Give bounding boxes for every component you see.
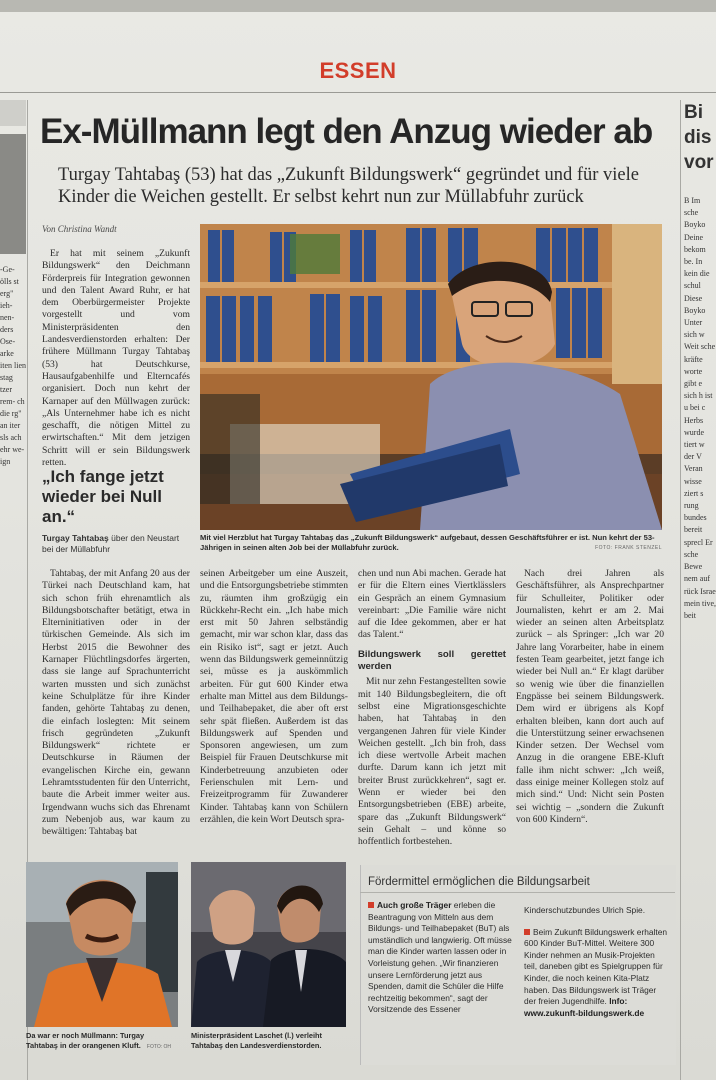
left-neighbour-photo: [0, 100, 26, 126]
right-neighbour-column: [684, 100, 716, 1080]
body-column-4: [516, 568, 664, 826]
left-neighbour-image: [0, 134, 26, 254]
body-column-3: [358, 568, 506, 849]
intro-text: Er hat mit seinem „Zukunft Bildungswerk“ den Deichmann Förderpreis für Integration gewonnen und den Talent Award Ruhr, er hat dem Oberbürgermeister Projekte vorgestellt und vom Ministerpräsidenten den Landesverdienstorden erhalten: Der frühere Müllmann Turgay Tahtabaş (53) hat Deutschkurse, Hausaufgabenhilfe und Elterncafés organisiert. Doch nun kehrt der Karnaper auf den Müllwagen zurück: „Als Unternehmer habe ich es nicht geschafft, die nötigen Mittel zu erwirtschaften.“ Mit dem jetzigen Schritt will er sein Bildungswerk retten.: [42, 248, 190, 469]
photo-garbage-worker-caption-text: Da war er noch Müllmann: Turgay Tahtabaş in der orangenen Kluft.: [26, 1031, 145, 1050]
headline: Ex-Müllmann legt den Anzug wieder ab: [40, 112, 653, 151]
photo-award-ceremony-illustration: [191, 862, 346, 1027]
info-box-column-2: [524, 905, 670, 1019]
right-neighbour-headline: Bi dis vor: [684, 102, 714, 173]
body-column-2: [200, 568, 348, 826]
info-box-column-1-text: erleben die Beantragung von Mitteln aus dem Bildungs- und Teilhabepaket (BuT) als umständlich und langwierig. Oft müsse man die Kinder warten lassen oder in Vorleistung gehen. „Wir finanzieren unsere Lernförderung jetzt aus Spenden, damit die Schüler die Hilfe rechtzeitig bekommen“, sagt der Vorsitzende des Essener: [368, 900, 512, 1015]
body-column-4-text: Nach drei Jahren als Geschäftsführer, als Ansprechpartner für Schulleiter, Politiker oder Journalisten, kehrt er am 2. Mai wieder an seinen alten Arbeitsplatz zurück – als Springer: „Ich war 20 Jahre lang Vorarbeiter, habe in einem festen Team gearbeitet, jetzt fange ich wieder bei Null an.“ Er klagt darüber so wenig wie über die finanziellen Engpässe bei seinem Bildungswerk. Dem wird er übrigens als Kopf erhalten bleiben, kann dort auch auf die Unterstützung seiner erwachsenen Kinder setzen. Der Wechsel vom Anzug in die orangene EBE-Kluft falle ihm nicht schwer: „Ich weiß, dass einige meiner Kollegen stolz auf mich sind.“ Und: Nicht sein Posten sei wichtig – „sondern die Zukunft von 600 Kindern“.: [516, 568, 664, 825]
photo-credit: FOTO: FRANK STENZEL: [595, 545, 662, 551]
body-column-1-text: Tahtabaş, der mit Anfang 20 aus der Türkei nach Deutschland kam, hat sich schon früh ehrenamtlich als Bildungsbotschafter betätigt, etwa in Elterninitiativen oder in der türkischen Gemeinde. Als sich im Herbst 2015 die Bewohner des Karnaper Flüchtlingsdorfes ärgerten, dass sie lange auf Sprachunterricht warten mussten und sich zunächst keine Schulplätze für ihre Kinder fanden, gehörte Tahtabaş zu denen, die einfach loslegten: Mit seinem frisch gegründeten „Zukunft Bildungswerk“ richtete er Deutschkurse in Räumen der evangelischen Kirche ein, gewann Lehramtsstudenten für den Unterricht, baute die Arbeit immer weiter aus. Irgendwann wuchs sich das Ehrenamt zum Nebenjob aus, war kaum zu bewältigen: Tahtabaş bat: [42, 568, 190, 838]
photo-garbage-worker: [26, 862, 178, 1027]
photo-garbage-worker-caption: [26, 1031, 178, 1053]
section-label: ESSEN: [319, 58, 397, 83]
body-column-1: [42, 568, 190, 839]
info-box-bullet-icon: [368, 902, 374, 908]
info-box-column-2-top: Kinderschutzbundes Ulrich Spie.: [524, 905, 646, 915]
body-column-3-text-b: Mit nur zehn Festangestellten sowie mit 140 Bildungsbegleitern, die oft selbst eine Migrationsgeschichte haben, hat Tahtabaş in den vergangenen Jahren für viele Kinder Weichen gestellt. „Ich bin froh, dass ich diese wertvolle Arbeit machen durfte. Darum kann ich jetzt mit breiter Brust zurückkehren“, sagt er. Wenn er wieder bei den Entsorgungsbetrieben (EBE) arbeite, spare das „Zukunft Bildungswerk“ sein Gehalt – und könne so hoffentlich fortbestehen.: [358, 676, 506, 848]
photo-award-ceremony: [191, 862, 346, 1027]
left-neighbour-text: -Ge- ölls st erg" ieh- nen- ders Ose- arke iten lien stag tzer rem- ch die rg" an iter sls ach ehr we- ign: [0, 265, 26, 466]
right-column-divider: [680, 100, 681, 1080]
info-box-column-2-body: [524, 927, 670, 1020]
info-box-bullet-icon-2: [524, 929, 530, 935]
main-photo-caption: Mit viel Herzblut hat Turgay Tahtabaş das „Zukunft Bildungswerk“ aufgebaut, dessen Geschäftsführer er ist. Nun kehrt der 53-Jährigen in seinen alten Job bei der Müllabfuhr zurück.: [200, 533, 655, 552]
body-column-2-text: seinen Arbeitgeber um eine Auszeit, und die Entsorgungsbetriebe stimmten zu, räumten ihm großzügig ein Rückkehr-Recht ein. „Ich habe mich erst mit 50 Jahren selbständig gemacht, mir war schon klar, dass das ein Risiko ist“, sagt er jetzt. Auch wenn das Bildungswerk gemeinnützig sei, müsse es ja auskömmlich arbeiten. Für gut 600 Kinder etwa erhalte man Mittel aus dem Bildungs- und Teilhabepaket, die aber oft erst sehr spät fließen. Außerdem ist das Bildungswerk auf Spenden und Sponsoren angewiesen, um zum Beispiel für Frauen Deutschkurse mit Kinderbetreuung anzubieten oder Ferienschulen mit Lern- und Freizeitprogramm für Zuwanderer Kinder. Tahtabaş kann von Schülern erzählen, die kein Wort Deutsch spra-: [200, 568, 348, 825]
intro-column: [42, 248, 190, 469]
pull-quote-caption: [42, 533, 192, 555]
byline: Von Christina Wandt: [42, 224, 117, 234]
right-neighbour-text: B Im sche Boyko Deine bekom be. In kein die schul Diese Boyko Unter sich w Weit sche kräfte worte gibt e sich h ist u bei c Herbs wurde tiert w der V Veran wisse ziert s rung bundes bereit sprecl Er sche Bewe nem auf rück Israe mein tive, beit: [684, 196, 716, 620]
info-box-website-link[interactable]: Info: www.zukunft-bildungswerk.de: [524, 996, 645, 1018]
info-box-title: Fördermittel ermöglichen die Bildungsarbeit: [368, 876, 590, 888]
info-box-lead: Auch große Träger: [377, 900, 452, 910]
main-photo: [200, 224, 662, 530]
photo-award-ceremony-caption: Ministerpräsident Laschet (l.) verleiht Tahtabaş den Landesverdienstorden.: [191, 1031, 323, 1050]
subheadline: Turgay Tahtabaş (53) hat das „Zukunft Bildungswerk“ gegründet und für viele Kinder die Weichen gestellt. Er selbst kehrt nun zur Müllabfuhr zurück: [58, 165, 639, 207]
body-column-3-heading: Bildungswerk soll gerettet werden: [358, 648, 506, 673]
photo-garbage-worker-illustration: [26, 862, 178, 1027]
info-box-rule: [360, 892, 675, 893]
section-rule: [0, 92, 716, 93]
body-column-3-text-a: chen und nun Abi machen. Gerade hat er für die Eltern eines Viertklässlers ein Gespräch an einem Gymnasium vereinbart: „Die Familie wäre nicht auf die Idee gekommen, aber er hat das Talent.“: [358, 568, 506, 641]
info-box-column-2-text: Beim Zukunft Bildungswerk erhalten 600 Kinder BuT-Mittel. Weitere 300 Kinder nehmen an Musik-Projekten teil, daneben gibt es Spielgruppen für Kinder, die noch keinen Kita-Platz haben. Das Bildungswerk ist Träger der freien Jugendhilfe.: [524, 926, 668, 1007]
info-box-column-1: [368, 900, 514, 1016]
photo-garbage-worker-credit: FOTO: OH: [146, 1043, 171, 1050]
pull-quote: „Ich fange jetzt wieder bei Null an.“: [42, 467, 164, 526]
top-edge: [0, 0, 716, 12]
main-photo-illustration: [200, 224, 662, 530]
left-neighbour-column: [0, 100, 26, 1080]
pull-quote-name: Turgay Tahtabaş: [42, 533, 109, 543]
pull-quote-context: über den Neustart bei der Müllabfuhr: [42, 533, 180, 554]
